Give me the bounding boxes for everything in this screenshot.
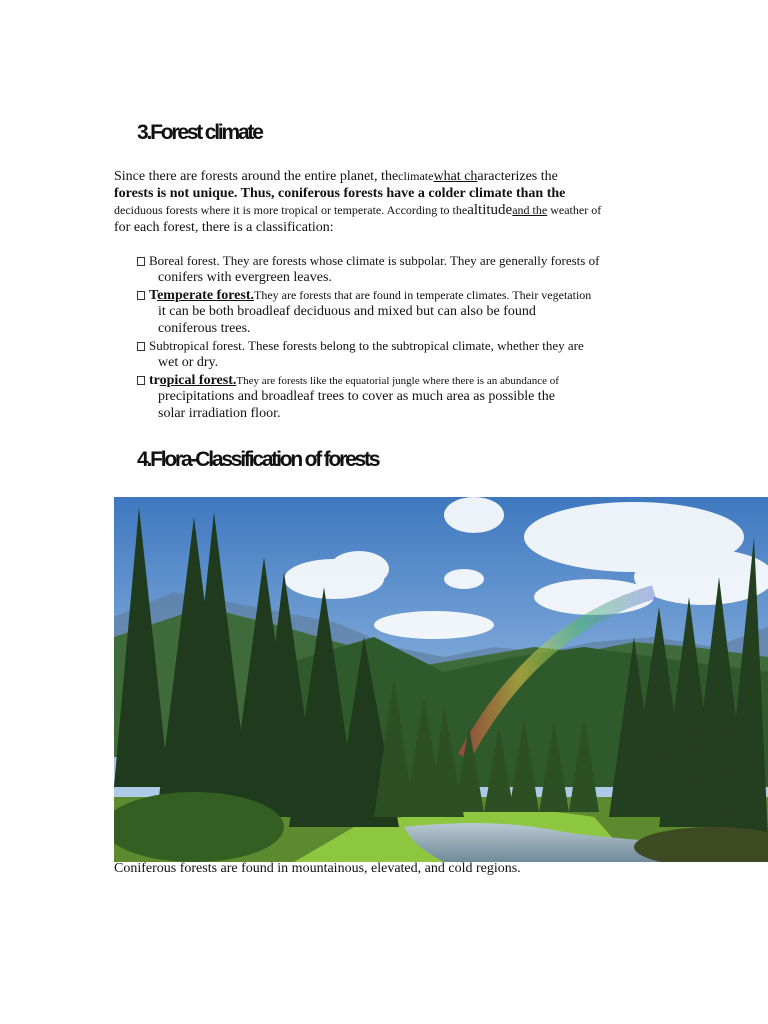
temperate-cont-1: it can be both broadleaf deciduous and mixed but can also be found bbox=[158, 304, 536, 319]
bullet-icon bbox=[137, 257, 145, 266]
intro-l1-d: aracterizes the bbox=[477, 169, 558, 184]
forest-landscape-illustration bbox=[114, 497, 768, 862]
list-item-temperate bbox=[137, 286, 637, 303]
intro-paragraph bbox=[114, 168, 634, 236]
subtropical-text: Subtropical forest. These forests belong to the subtropical climate, whether they are bbox=[149, 338, 584, 353]
bullet-icon bbox=[137, 376, 145, 385]
intro-l3-d: weather of bbox=[547, 203, 602, 217]
list-item-subtropical bbox=[137, 337, 637, 354]
temperate-text: They are forests that are found in temperate climates. Their vegetation bbox=[253, 288, 592, 302]
bullet-icon bbox=[137, 291, 145, 300]
list-item-boreal bbox=[137, 252, 637, 269]
boreal-text: Boreal forest. They are forests whose climate is subpolar. They are generally forests of bbox=[149, 253, 600, 268]
temperate-t: T bbox=[149, 288, 158, 303]
intro-l3-a: deciduous forests where it is more tropical or temperate. According to the bbox=[114, 203, 468, 217]
subtropical-cont: wet or dry. bbox=[158, 355, 219, 370]
boreal-cont: conifers with evergreen leaves. bbox=[158, 270, 332, 285]
tropical-text: They are forests like the equatorial jungle where there is an abundance of bbox=[236, 375, 559, 387]
intro-l3-b: altitude bbox=[467, 202, 513, 218]
temperate-cont-2: coniferous trees. bbox=[158, 321, 251, 336]
heading-forest-climate: 3.Forest climate bbox=[137, 121, 262, 144]
forest-classification-list bbox=[137, 252, 637, 422]
tropical-cont-1: precipitations and broadleaf trees to cover as much area as possible the bbox=[158, 389, 555, 404]
intro-l1-c: what ch bbox=[433, 169, 478, 184]
forest-landscape-image bbox=[114, 497, 768, 862]
heading-flora-classification: 4.Flora-Classification of forests bbox=[137, 448, 379, 471]
intro-l2: forests is not unique. Thus, coniferous forests have a colder climate than the bbox=[114, 186, 566, 201]
tropical-tr: tr bbox=[149, 373, 160, 388]
image-caption: Coniferous forests are found in mountainous, elevated, and cold regions. bbox=[114, 861, 521, 876]
tropical-title: opical forest. bbox=[159, 373, 237, 388]
tropical-cont-2: solar irradiation floor. bbox=[158, 406, 281, 421]
bullet-icon bbox=[137, 342, 145, 351]
intro-l1-b: climate bbox=[398, 169, 434, 183]
intro-l3-c: and the bbox=[512, 203, 548, 217]
intro-l1-a: Since there are forests around the entire planet, the bbox=[114, 169, 399, 184]
intro-l4: for each forest, there is a classification: bbox=[114, 220, 334, 235]
list-item-tropical bbox=[137, 371, 637, 388]
temperate-title: emperate forest. bbox=[157, 288, 254, 303]
